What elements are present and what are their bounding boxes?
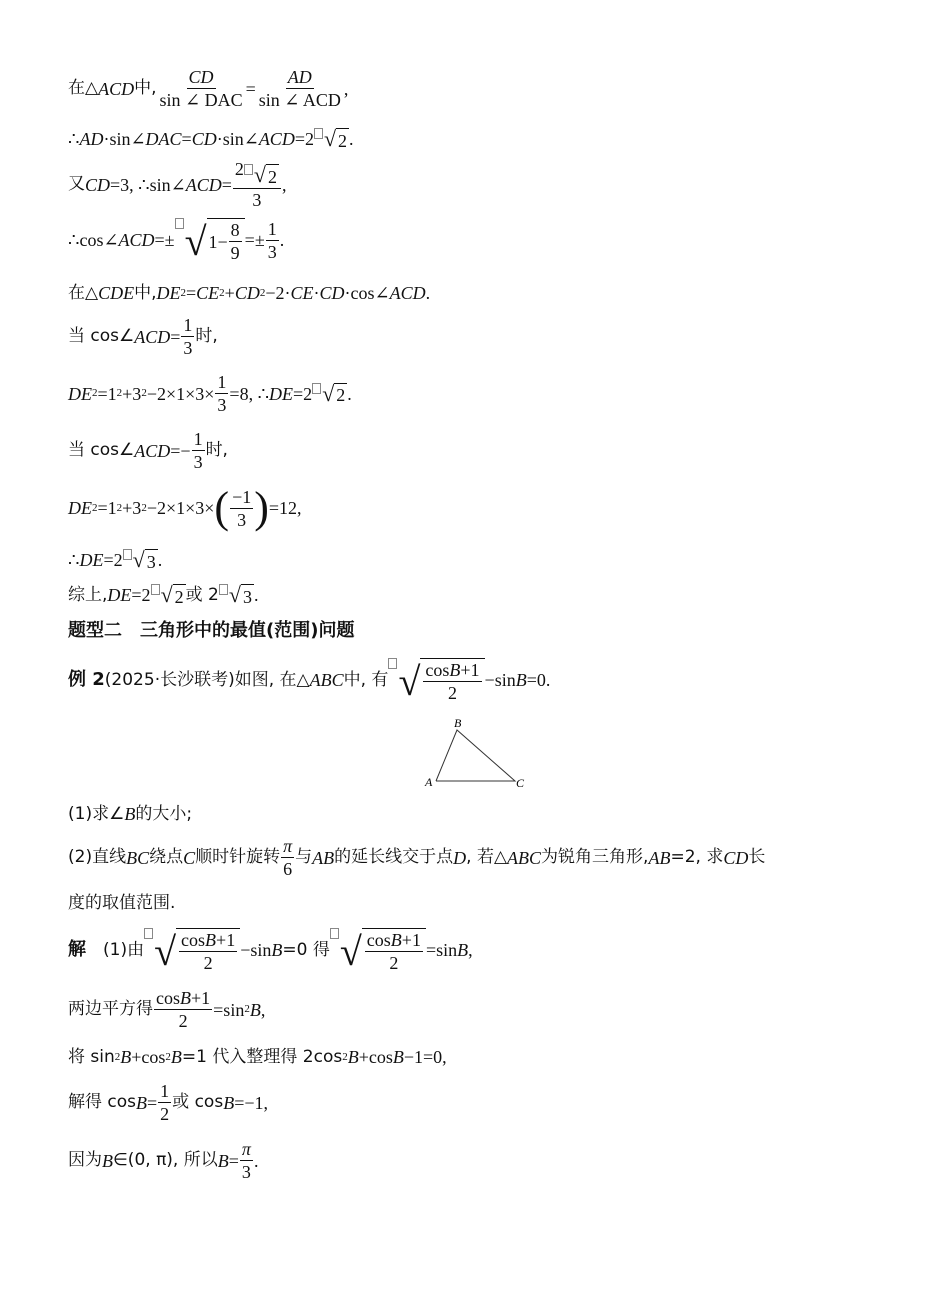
vertex-C-label: C <box>516 776 525 790</box>
text: =± <box>244 230 265 250</box>
solution-line-1: 解 (1)由 √ $\frac{\cos B+1}{2}$ −sin B =0 得 √ $\frac{\cos B+1}{2}$ =sin B , <box>68 929 473 974</box>
text: DAC <box>145 129 182 149</box>
question-1: (1)求∠ B 的大小; <box>68 803 193 824</box>
text: , <box>343 78 349 99</box>
solution-line-5: 因为 B ∈(0, π), 所以 B = $\frac{\pi}{3}$ . <box>68 1139 259 1182</box>
text: ACD <box>98 78 135 99</box>
fraction: $\frac{1}{3}$ <box>193 429 203 472</box>
triangle-figure <box>420 714 532 794</box>
vertex-A-label: A <box>425 775 433 789</box>
sqrt: √ 3 <box>219 584 254 606</box>
text: ACD <box>118 230 155 250</box>
solution-line-3: 将 sin 2 B +cos 2 B =1 代入整理得 2cos 2 B +cos B −1=0, <box>68 1046 447 1067</box>
text: 当 cos∠ <box>68 326 135 346</box>
text: ACD <box>185 174 222 195</box>
solution-line-4: 解得 cos B = $\frac{1}{2}$ 或 cos B =−1, <box>68 1081 268 1124</box>
text: AD <box>79 129 104 149</box>
question-2-cont: 度的取值范围. <box>68 893 176 913</box>
text: DE <box>156 283 181 303</box>
fraction: $\frac{\pi}{6}$ <box>283 836 293 879</box>
heading-text: 题型二 三角形中的最值(范围)问题 <box>68 620 355 641</box>
text: 中, <box>134 282 157 303</box>
solution-line-2: 两边平方得 $\frac{\cos B+1}{2}$ =sin 2 B , <box>68 988 266 1031</box>
text: = <box>221 174 232 195</box>
line-4 <box>68 218 284 262</box>
section-heading <box>68 622 354 640</box>
fraction: $\frac{\cos B+1}{2}$ <box>156 988 211 1031</box>
line-1 <box>68 68 348 109</box>
numerator: AD <box>287 67 312 87</box>
text: = <box>245 78 256 99</box>
text: ACD <box>258 129 295 149</box>
numerator: CD <box>188 67 214 87</box>
text: CDE <box>98 283 135 303</box>
line-7: DE 2 =1 2 +3 2 −2×1×3× $\frac{1}{3}$ =8, ∴ DE =2 √ 2 . <box>68 372 352 415</box>
denominator: sin ∠ ACD <box>258 90 341 110</box>
text: =3, ∴sin∠ <box>110 174 186 195</box>
sqrt: √ 3 <box>123 549 158 571</box>
solution-label: 解 <box>68 939 86 960</box>
line-6: 当 cos∠ ACD = $\frac{1}{3}$ 时, <box>68 315 218 358</box>
text: ∴cos∠ <box>68 230 119 250</box>
text: CD <box>85 174 111 195</box>
question-2: (2)直线 BC 绕点 C 顺时针旋转 $\frac{\pi}{6}$ 与 AB 的延长线交于点 D , 若△ ABC 为锐角三角形, AB =2, 求 CD 长 <box>68 836 766 879</box>
text: = <box>181 129 192 149</box>
fraction <box>233 160 281 209</box>
line-8: 当 cos∠ ACD =− $\frac{1}{3}$ 时, <box>68 429 228 472</box>
vertex-B-label: B <box>454 716 462 730</box>
text: . <box>279 230 285 250</box>
fraction: $\frac{1}{3}$ <box>183 315 193 358</box>
denominator: 3 <box>252 190 262 210</box>
text: 在△ <box>68 282 99 303</box>
text: =± <box>154 230 175 250</box>
text: , <box>281 174 287 195</box>
line-5: 在△ CDE 中, DE 2 = CE 2 + CD 2 −2· CE · CD ·cos∠ ACD . <box>68 282 431 303</box>
text: 在△ <box>68 78 99 98</box>
fraction: $\frac{1}{3}$ <box>267 218 277 262</box>
example-2-line: 例 2 (2025·长沙联考)如图, 在△ ABC 中, 有 √ $\frac{\cos B+1}{2}$ −sin B =0. <box>68 659 551 704</box>
text: ·sin∠ <box>103 129 146 149</box>
radicand: 2 <box>336 128 349 150</box>
sqrt: √ 2 <box>151 584 186 606</box>
sqrt: √ 1− $\frac{8}{9}$ <box>175 218 245 262</box>
line-2 <box>68 128 354 150</box>
sqrt: √ $\frac{\cos B+1}{2}$ <box>388 658 484 702</box>
text: =2 <box>294 129 314 149</box>
text: CD <box>191 129 217 149</box>
sqrt: √ 2 <box>314 128 349 150</box>
fraction: $\frac{1}{3}$ <box>217 372 227 415</box>
line-11: 综上, DE =2 √ 2 或 2 √ 3 . <box>68 582 259 607</box>
sqrt: √ 2 <box>312 383 347 405</box>
line-10: ∴ DE =2 √ 3 . <box>68 547 163 572</box>
text: ·sin∠ <box>216 129 259 149</box>
denominator: sin ∠ DAC <box>159 90 243 110</box>
line-9: DE 2 =1 2 +3 2 −2×1×3× ( $\frac{-1}{3}$ ) =12, <box>68 483 302 532</box>
sqrt: √ $\frac{\cos B+1}{2}$ <box>144 928 240 972</box>
fraction <box>157 68 244 109</box>
text: 中, <box>134 78 157 98</box>
numerator: 2 √ 2 <box>233 160 281 189</box>
sqrt: √ $\frac{\cos B+1}{2}$ <box>330 928 426 972</box>
line-3 <box>68 160 286 209</box>
fraction <box>257 68 343 109</box>
fraction: $\frac{-1}{3}$ <box>232 486 252 530</box>
text: . <box>349 129 354 149</box>
text: ∴ <box>68 129 80 149</box>
fraction: $\frac{1}{2}$ <box>160 1081 170 1124</box>
example-label: 例 2 <box>68 669 105 690</box>
fraction: $\frac{\pi}{3}$ <box>241 1139 251 1182</box>
text: 又 <box>68 174 85 194</box>
